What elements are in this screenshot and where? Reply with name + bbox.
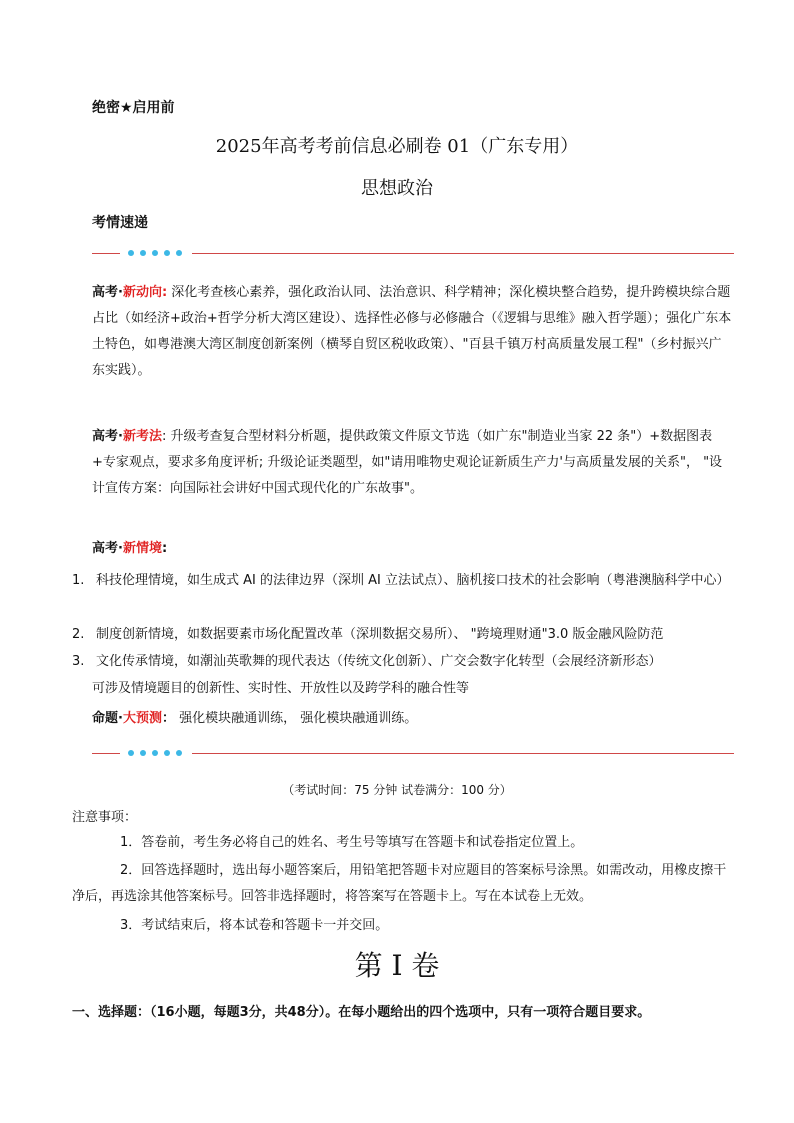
trend-situation-suffix: : [161, 541, 168, 556]
list-item-text: 文化传承情境，如潮汕英歌舞的现代表达（传统文化创新）、广交会数字化转型（会展经济新形态） [96, 654, 662, 669]
section-label: 考情速递 [92, 215, 148, 231]
trend-direction-tag: 新动向: [122, 285, 168, 300]
decorative-divider [92, 748, 734, 760]
trend-forecast [92, 706, 732, 732]
notice-item: 3．考试结束后，将本试卷和答题卡一并交回。 [120, 918, 389, 933]
trend-forecast-suffix: ： [161, 711, 175, 726]
situation-note: 可涉及情境题目的创新性、实时性、开放性以及跨学科的融合性等 [92, 681, 470, 696]
exam-info: （考试时间：75 分钟 试卷满分：100 分） [282, 783, 512, 797]
paper-title: 2025年高考考前信息必刷卷 01（广东专用） [215, 136, 579, 157]
list-item [72, 649, 732, 675]
trend-situation-heading [92, 536, 732, 562]
trend-forecast-tag: 大预测 [122, 711, 162, 726]
list-item [72, 622, 732, 648]
notice-title: 注意事项： [72, 810, 138, 825]
trend-method-prefix: 高考· [92, 429, 123, 444]
list-item-text: 科技伦理情境，如生成式 AI 的法律边界（深圳 AI 立法试点）、脑机接口技术的社会影响（粤港澳脑科学中心） [96, 573, 730, 588]
trend-method-tag: 新考法 [122, 429, 162, 444]
trend-method [92, 424, 732, 502]
confidential-mark: 绝密★启用前 [92, 100, 175, 116]
list-item-number: 1. [72, 573, 85, 588]
list-item-text: 制度创新情境，如数据要素市场化配置改革（深圳数据交易所）、 "跨境理财通"3.0 版金融风险防范 [96, 627, 664, 642]
list-item-number: 2. [72, 627, 85, 642]
list-item [72, 568, 732, 594]
trend-method-text: : 升级考查复合型材料分析题，提供政策文件原文节选（如广东"制造业当家 22 条"）+数据图表+专家观点，要求多角度评析; 升级论证类题型，如"请用唯物史观论证新质生产力'与高质量发展的关系"， "设计宣传方案：向国际社会讲好中国式现代化的广东故事"。 [92, 429, 723, 496]
trend-forecast-prefix: 命题· [92, 711, 123, 726]
notice-item: 1．答卷前，考生务必将自己的姓名、考生号等填写在答题卡和试卷指定位置上。 [120, 835, 584, 850]
subject-title: 思想政治 [361, 178, 433, 199]
trend-situation-tag: 新情境 [122, 541, 162, 556]
trend-situation-prefix: 高考· [92, 541, 123, 556]
trend-forecast-text: 强化模块融通训练， 强化模块融通训练。 [174, 711, 418, 726]
notice-item: 2．回答选择题时，选出每小题答案后，用铅笔把答题卡对应题目的答案标号涂黑。如需改动，用橡皮擦干净后，再选涂其他答案标号。回答非选择题时，将答案写在答题卡上。写在本试卷上无效。 [72, 863, 727, 904]
part-title: 第 I 卷 [354, 949, 440, 982]
trend-direction-text: 深化考查核心素养，强化政治认同、法治意识、科学精神；深化模块整合趋势，提升跨模块综合题占比（如经济+政治+哲学分析大湾区建设）、选择性必修与必修融合（《逻辑与思维》融入哲学题）；强化广东本土特色，如粤港澳大湾区制度创新案例（横琴自贸区税收政策）、"百县千镇万村高质量发展工程"（乡村振兴广东实践）。 [92, 285, 732, 378]
decorative-divider [92, 248, 734, 260]
section-heading: 一、选择题：（16小题，每题3分，共48分）。在每小题给出的四个选项中，只有一项符合题目要求。 [72, 1005, 651, 1020]
list-item-number: 3. [72, 654, 85, 669]
trend-direction [92, 280, 732, 384]
trend-direction-prefix: 高考· [92, 285, 123, 300]
